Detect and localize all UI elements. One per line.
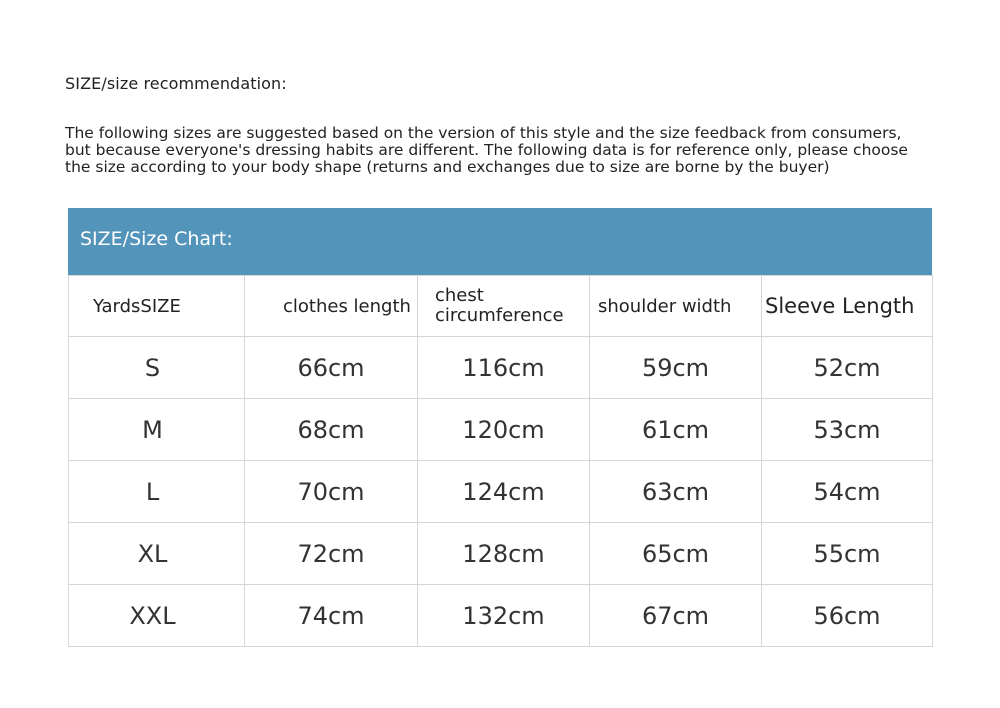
column-header-chest-line: chest <box>435 285 484 306</box>
chest-cell: 124cm <box>418 461 590 523</box>
column-header-size: YardsSIZE <box>69 276 245 337</box>
size-table <box>68 275 933 647</box>
shoulder-cell: 65cm <box>590 523 762 585</box>
sleeve-cell: 52cm <box>762 337 933 399</box>
shoulder-cell: 59cm <box>590 337 762 399</box>
intro-paragraph <box>65 125 945 176</box>
table-row <box>69 523 933 585</box>
chest-cell: 116cm <box>418 337 590 399</box>
column-header-shoulder-width: shoulder width <box>590 276 762 337</box>
size-cell: XL <box>69 523 245 585</box>
clothes-length-cell: 74cm <box>245 585 418 647</box>
clothes-length-cell: 66cm <box>245 337 418 399</box>
table-row <box>69 399 933 461</box>
column-header-chest-line: circumference <box>435 305 564 326</box>
size-chart-title: SIZE/Size Chart: <box>80 228 233 250</box>
clothes-length-cell: 68cm <box>245 399 418 461</box>
column-header-sleeve-length: Sleeve Length <box>762 276 933 337</box>
shoulder-cell: 63cm <box>590 461 762 523</box>
column-header-clothes-length: clothes length <box>245 276 418 337</box>
size-chart <box>68 208 932 647</box>
table-row <box>69 585 933 647</box>
sleeve-cell: 56cm <box>762 585 933 647</box>
size-cell: S <box>69 337 245 399</box>
intro-line: the size according to your body shape (returns and exchanges due to size are borne by the buyer) <box>65 158 830 176</box>
size-cell: M <box>69 399 245 461</box>
table-row <box>69 337 933 399</box>
shoulder-cell: 67cm <box>590 585 762 647</box>
size-cell: L <box>69 461 245 523</box>
sleeve-cell: 53cm <box>762 399 933 461</box>
clothes-length-cell: 70cm <box>245 461 418 523</box>
clothes-length-cell: 72cm <box>245 523 418 585</box>
table-header-row <box>69 276 933 337</box>
chest-cell: 128cm <box>418 523 590 585</box>
size-cell: XXL <box>69 585 245 647</box>
chest-cell: 132cm <box>418 585 590 647</box>
intro-line: but because everyone's dressing habits are different. The following data is for reference only, please choose <box>65 141 908 159</box>
chest-cell: 120cm <box>418 399 590 461</box>
intro-line: The following sizes are suggested based on the version of this style and the size feedback from consumers, <box>65 124 902 142</box>
sleeve-cell: 54cm <box>762 461 933 523</box>
column-header-chest-circumference <box>418 276 590 337</box>
page-heading: SIZE/size recommendation: <box>65 74 287 93</box>
size-chart-header <box>68 208 932 275</box>
shoulder-cell: 61cm <box>590 399 762 461</box>
table-row <box>69 461 933 523</box>
sleeve-cell: 55cm <box>762 523 933 585</box>
